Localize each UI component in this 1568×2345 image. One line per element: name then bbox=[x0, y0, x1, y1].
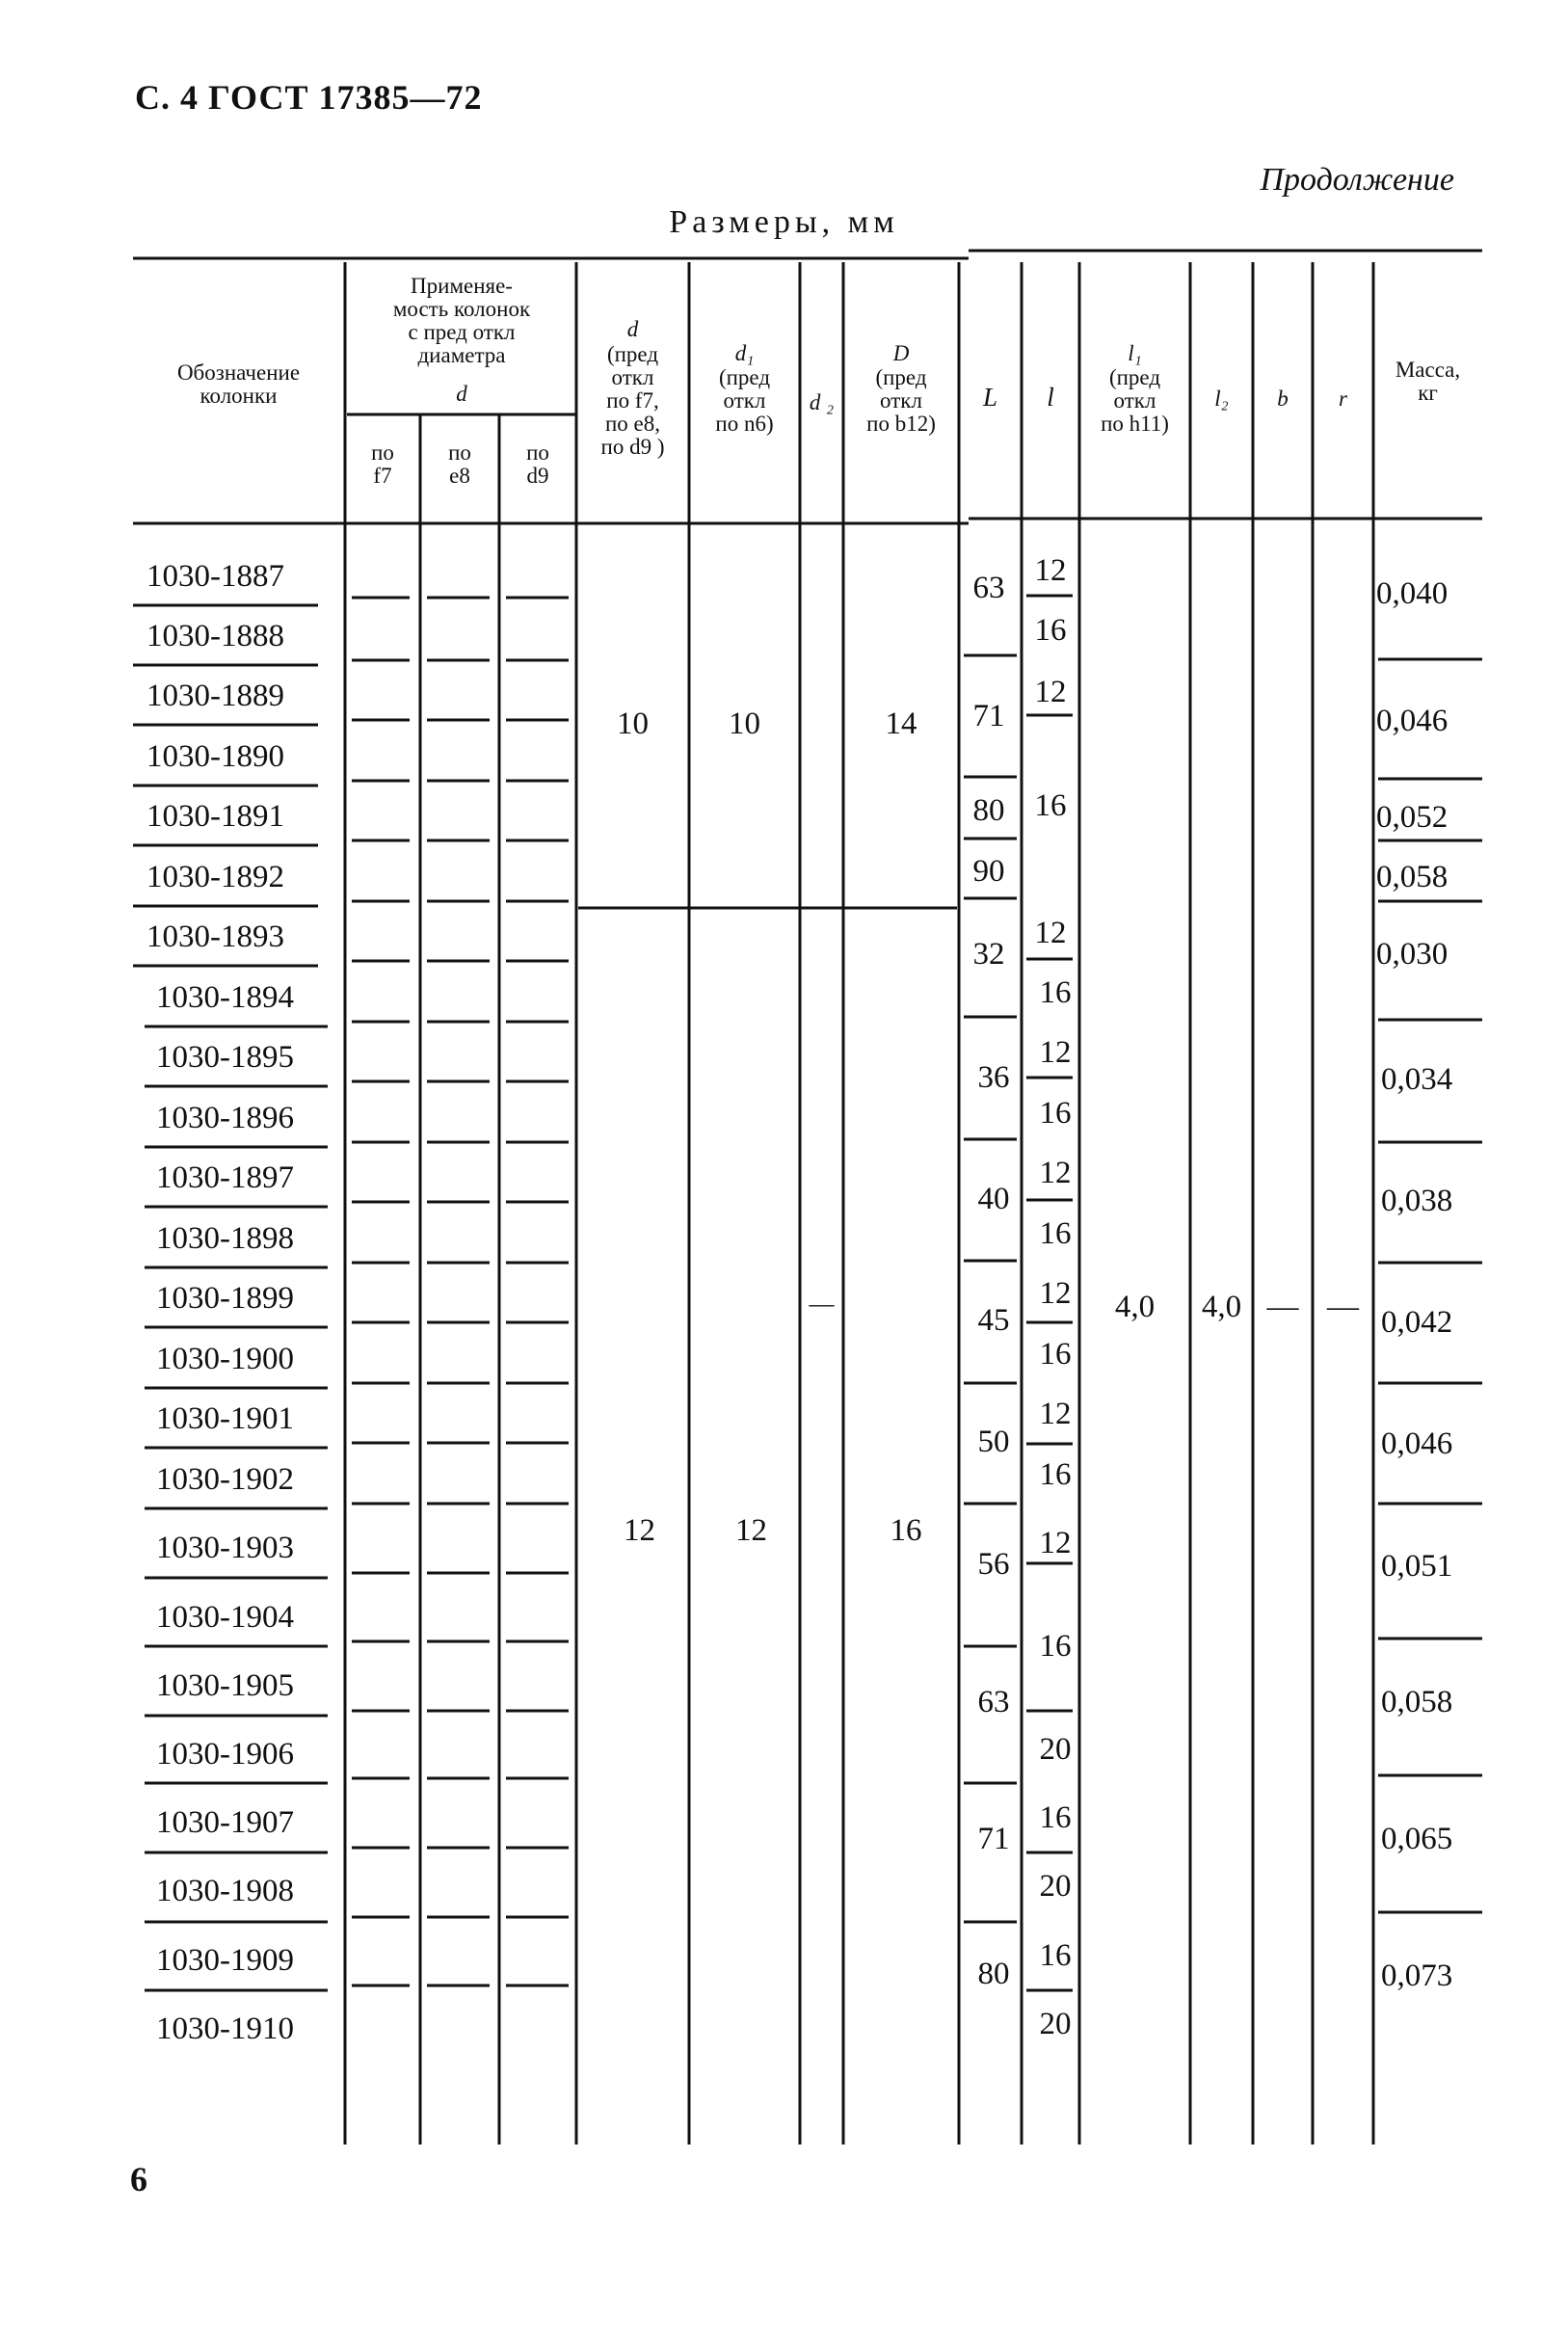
designation-cell: 1030-1888 bbox=[146, 619, 284, 653]
d-value: 12 bbox=[624, 1513, 655, 1548]
designation-cell: 1030-1894 bbox=[156, 980, 294, 1015]
header-l2: l₂ bbox=[1214, 386, 1229, 411]
header-b: b bbox=[1277, 386, 1289, 411]
l-value: 12 bbox=[1039, 1156, 1072, 1190]
mass-value: 0,038 bbox=[1381, 1184, 1453, 1218]
d2-value: — bbox=[809, 1290, 835, 1318]
designation-cell: 1030-1906 bbox=[156, 1737, 294, 1772]
L-value: 71 bbox=[972, 699, 1005, 733]
l1-value: 4,0 bbox=[1114, 1290, 1156, 1324]
header-l: l bbox=[1047, 383, 1054, 412]
designation-cell: 1030-1907 bbox=[156, 1805, 294, 1840]
mass-value: 0,030 bbox=[1376, 937, 1448, 972]
L-value: 45 bbox=[977, 1303, 1010, 1338]
d1-value: 12 bbox=[735, 1513, 767, 1548]
L-value: 56 bbox=[977, 1547, 1010, 1582]
mass-value: 0,034 bbox=[1381, 1062, 1453, 1097]
header-D-symbol: D bbox=[892, 341, 910, 365]
mass-value: 0,058 bbox=[1376, 860, 1448, 894]
L-value: 90 bbox=[972, 854, 1005, 889]
L-value: 50 bbox=[977, 1425, 1010, 1459]
dimensions-caption: Размеры, мм bbox=[669, 204, 899, 240]
mass-value: 0,058 bbox=[1381, 1685, 1453, 1719]
mass-value: 0,046 bbox=[1376, 704, 1448, 738]
designation-cell: 1030-1902 bbox=[156, 1462, 294, 1497]
designation-cell: 1030-1899 bbox=[156, 1281, 294, 1316]
continuation-label: Продолжение bbox=[1260, 162, 1454, 198]
l-value: 16 bbox=[1039, 1938, 1072, 1973]
l-value: 12 bbox=[1034, 675, 1067, 709]
d1-value: 10 bbox=[729, 706, 760, 741]
header-d-symbol: d bbox=[626, 317, 639, 341]
l-value: 20 bbox=[1039, 2007, 1072, 2041]
b-value: — bbox=[1266, 1290, 1299, 1324]
header-d1-symbol: d₁ bbox=[734, 341, 755, 365]
l-value: 12 bbox=[1034, 916, 1067, 950]
l-value: 12 bbox=[1039, 1397, 1072, 1431]
designation-cell: 1030-1909 bbox=[156, 1943, 294, 1978]
designation-cell: 1030-1890 bbox=[146, 739, 284, 774]
l-value: 12 bbox=[1039, 1526, 1072, 1560]
header-applicability: Применяе- мость колонок с пред откл диаметра bbox=[392, 274, 531, 367]
header-l1-symbol: l₁ bbox=[1128, 341, 1142, 365]
mass-value: 0,040 bbox=[1376, 576, 1448, 611]
L-value: 63 bbox=[972, 571, 1005, 605]
header-L: L bbox=[982, 383, 998, 412]
mass-value: 0,051 bbox=[1381, 1549, 1453, 1584]
l-value: 16 bbox=[1039, 1096, 1072, 1131]
L-value: 80 bbox=[972, 793, 1005, 828]
designation-cell: 1030-1895 bbox=[156, 1040, 294, 1075]
l-value: 20 bbox=[1039, 1869, 1072, 1904]
mass-value: 0,073 bbox=[1381, 1959, 1453, 1993]
mass-value: 0,046 bbox=[1381, 1426, 1453, 1461]
designation-cell: 1030-1891 bbox=[146, 799, 284, 834]
mass-value: 0,065 bbox=[1381, 1822, 1453, 1856]
l-value: 16 bbox=[1039, 1629, 1072, 1664]
header-designation: Обозначение колонки bbox=[176, 360, 301, 408]
designation-cell: 1030-1898 bbox=[156, 1221, 294, 1256]
header-d1-tolerance: (пред откл по n6) bbox=[715, 365, 774, 436]
designation-cell: 1030-1901 bbox=[156, 1401, 294, 1436]
l-value: 20 bbox=[1039, 1732, 1072, 1767]
header-D-tolerance: (пред откл по b12) bbox=[866, 365, 936, 436]
designation-cell: 1030-1892 bbox=[146, 860, 284, 894]
L-value: 32 bbox=[972, 937, 1005, 972]
D-value: 16 bbox=[890, 1513, 922, 1548]
designation-cell: 1030-1900 bbox=[156, 1342, 294, 1376]
header-sub-f7: по f7 bbox=[371, 440, 394, 488]
header-sub-e8: по e8 bbox=[448, 440, 471, 488]
designation-cell: 1030-1893 bbox=[146, 919, 284, 954]
L-value: 40 bbox=[977, 1182, 1010, 1216]
l-value: 16 bbox=[1034, 613, 1067, 648]
designation-cell: 1030-1889 bbox=[146, 679, 284, 713]
header-l1-tolerance: (пред откл по h11) bbox=[1101, 365, 1169, 436]
L-value: 71 bbox=[977, 1822, 1010, 1856]
l-value: 16 bbox=[1039, 975, 1072, 1010]
r-value: — bbox=[1327, 1290, 1359, 1324]
D-value: 14 bbox=[885, 706, 917, 741]
l-value: 16 bbox=[1034, 788, 1067, 823]
header-sub-d9: по d9 bbox=[526, 440, 549, 488]
designation-cell: 1030-1896 bbox=[156, 1101, 294, 1135]
header-mass: Масса, кг bbox=[1395, 358, 1461, 405]
header-applicability-d: d bbox=[456, 382, 467, 406]
designation-cell: 1030-1887 bbox=[146, 559, 284, 594]
designation-cell: 1030-1897 bbox=[156, 1160, 294, 1195]
l-value: 12 bbox=[1034, 553, 1067, 588]
header-d-tolerance: (пред откл по f7, по e8, по d9 ) bbox=[600, 342, 665, 459]
l2-value: 4,0 bbox=[1201, 1290, 1242, 1324]
header-r: r bbox=[1339, 386, 1347, 411]
header-d2: d ₂ bbox=[809, 390, 835, 414]
designation-cell: 1030-1910 bbox=[156, 2012, 294, 2046]
mass-value: 0,052 bbox=[1376, 800, 1448, 835]
l-value: 12 bbox=[1039, 1035, 1072, 1070]
designation-cell: 1030-1904 bbox=[156, 1600, 294, 1635]
mass-value: 0,042 bbox=[1381, 1305, 1453, 1340]
page-number: 6 bbox=[130, 2160, 147, 2198]
document-header: С. 4 ГОСТ 17385—72 bbox=[135, 78, 483, 117]
designation-cell: 1030-1903 bbox=[156, 1531, 294, 1565]
designation-cell: 1030-1908 bbox=[156, 1874, 294, 1908]
l-value: 16 bbox=[1039, 1216, 1072, 1251]
d-value: 10 bbox=[617, 706, 649, 741]
L-value: 36 bbox=[977, 1060, 1010, 1095]
l-value: 16 bbox=[1039, 1337, 1072, 1372]
l-value: 12 bbox=[1039, 1276, 1072, 1311]
l-value: 16 bbox=[1039, 1800, 1072, 1835]
l-value: 16 bbox=[1039, 1457, 1072, 1492]
L-value: 63 bbox=[977, 1685, 1010, 1719]
L-value: 80 bbox=[977, 1957, 1010, 1991]
designation-cell: 1030-1905 bbox=[156, 1668, 294, 1703]
